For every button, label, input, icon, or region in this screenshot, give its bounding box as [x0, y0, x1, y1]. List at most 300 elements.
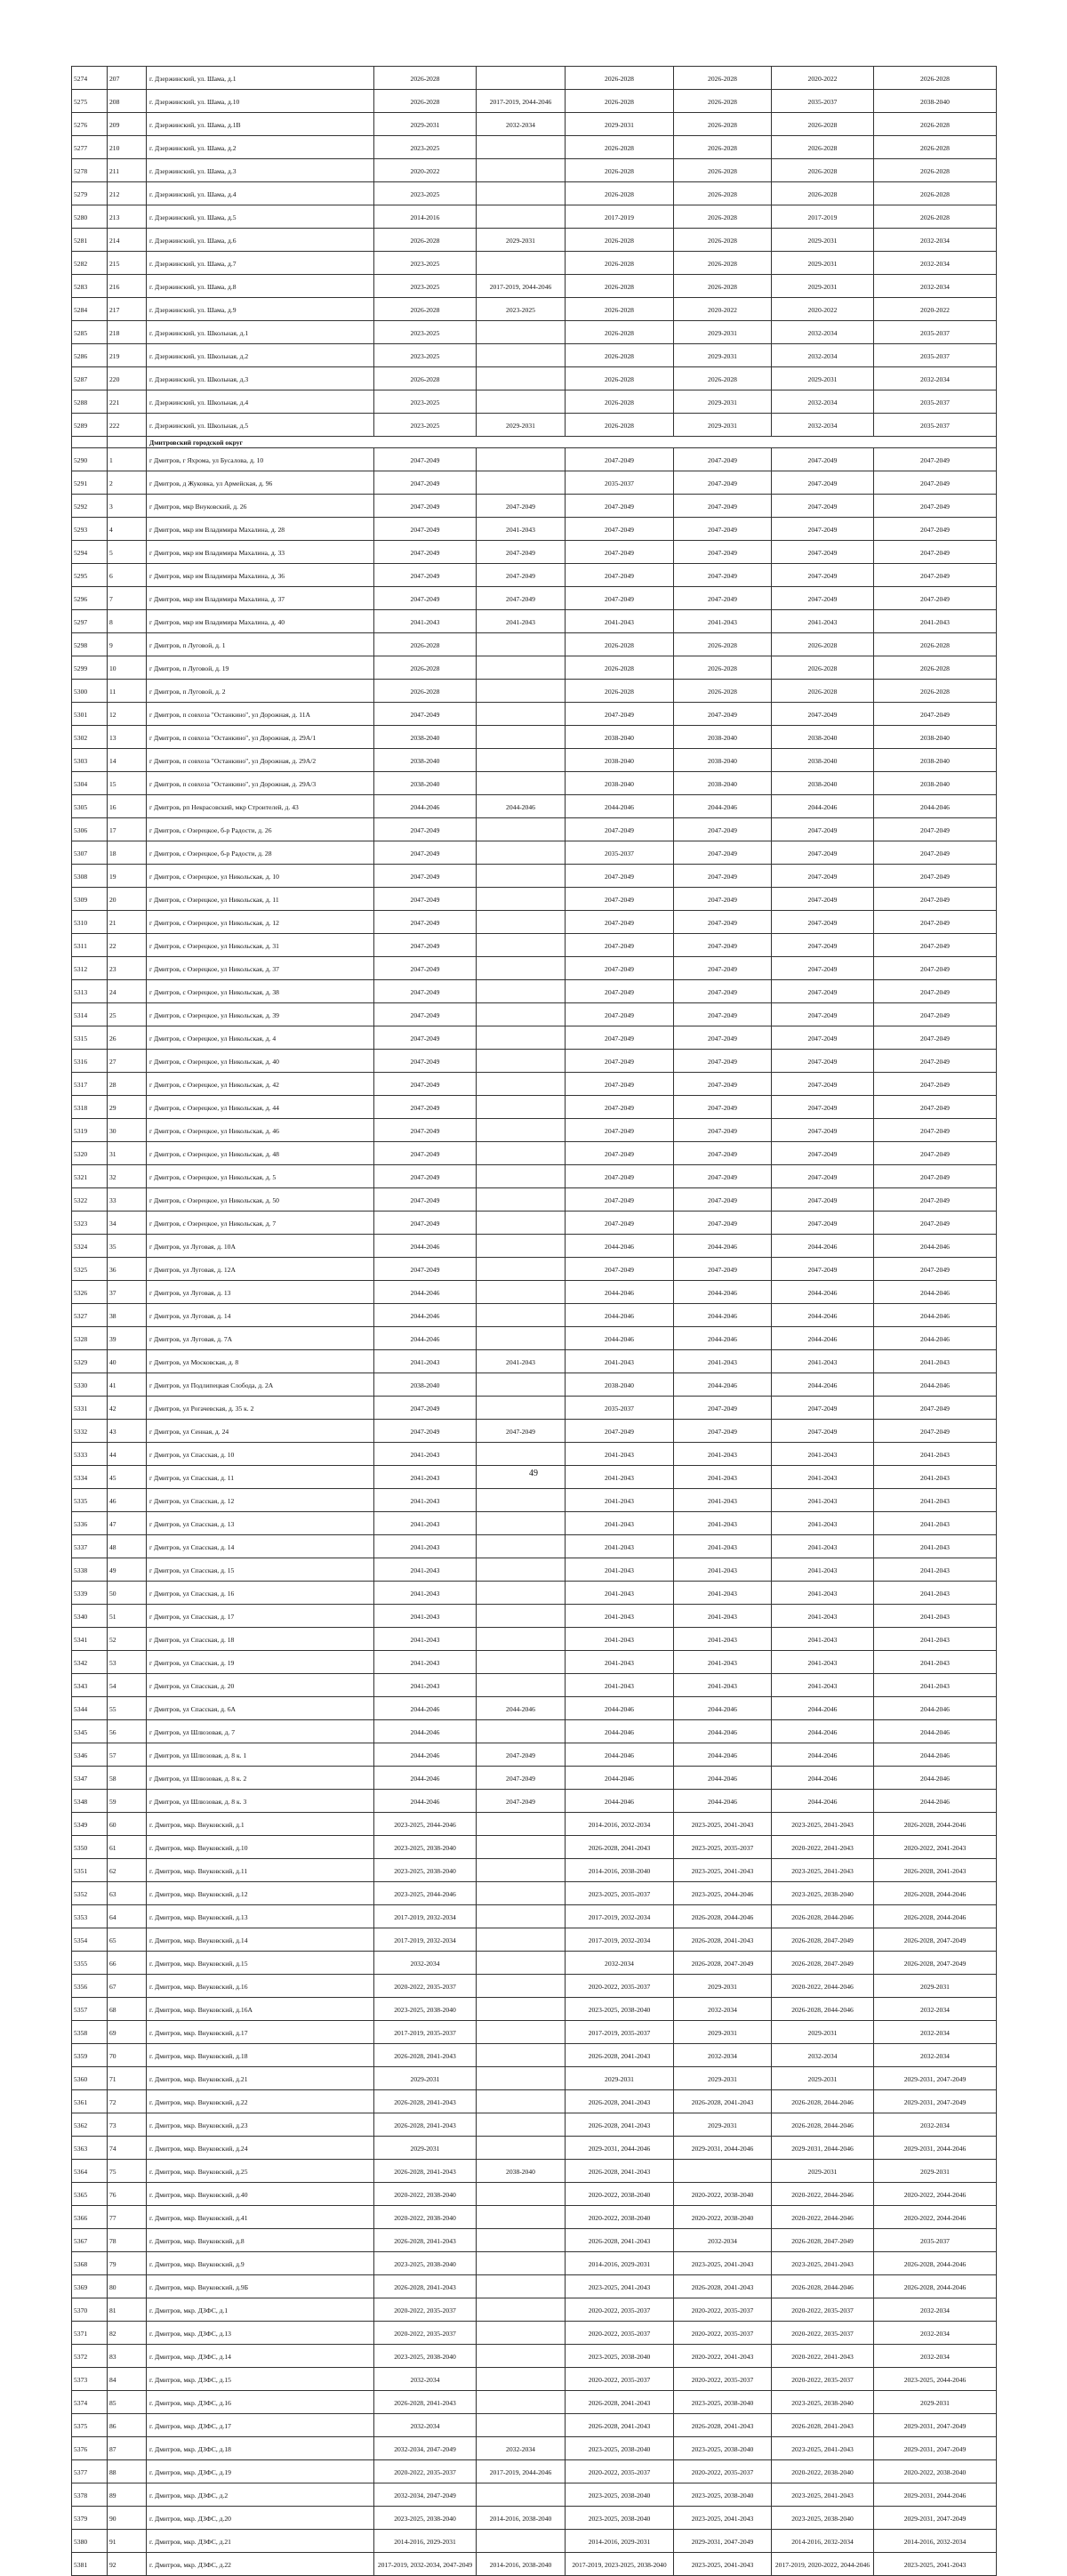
- address-cell: г. Дмитров, мкр. Внуковский, д.21: [147, 2067, 374, 2090]
- period-cell-4: 2041-2043: [674, 1512, 772, 1535]
- period-cell-3: 2023-2025, 2038-2040: [566, 2483, 674, 2507]
- address-cell: г Дмитров, с Озерецкое, ул Никольская, д. 44: [147, 1096, 374, 1119]
- address-cell: г Дмитров, ул Сенная, д. 24: [147, 1420, 374, 1443]
- period-cell-4: 2020-2022: [674, 298, 772, 321]
- period-cell-5: 2029-2031: [772, 252, 874, 275]
- period-cell-3: 2023-2025, 2038-2040: [566, 2507, 674, 2530]
- period-cell-5: 2023-2025, 2041-2043: [772, 1859, 874, 1882]
- period-cell-6: 2026-2028, 2044-2046: [874, 1882, 997, 1905]
- address-cell: г Дмитров, п Луговой, д. 19: [147, 656, 374, 680]
- period-cell-1: 2041-2043: [374, 1674, 477, 1697]
- period-cell-2: 2044-2046: [477, 1697, 566, 1720]
- period-cell-1: 2047-2049: [374, 587, 477, 610]
- period-cell-4: 2044-2046: [674, 1304, 772, 1327]
- item-index: 17: [108, 818, 147, 841]
- row-number: 5312: [72, 957, 108, 980]
- period-cell-4: 2026-2028, 2041-2043: [674, 2090, 772, 2113]
- period-cell-2: 2047-2049: [477, 495, 566, 518]
- period-cell-6: 2035-2037: [874, 414, 997, 437]
- address-cell: г. Дмитров, мкр. ДЗФС, д.15: [147, 2368, 374, 2391]
- period-cell-6: 2032-2034: [874, 2345, 997, 2368]
- table-row: [72, 1350, 997, 1373]
- address-cell: г Дмитров, ул Луговая, д. 13: [147, 1281, 374, 1304]
- item-index: 219: [108, 344, 147, 367]
- item-index: 46: [108, 1489, 147, 1512]
- period-cell-1: 2044-2046: [374, 1281, 477, 1304]
- address-cell: г Дмитров, с Озерецкое, ул Никольская, д. 11: [147, 888, 374, 911]
- period-cell-6: 2029-2031, 2047-2049: [874, 2507, 997, 2530]
- period-cell-6: 2044-2046: [874, 1767, 997, 1790]
- period-cell-3: 2047-2049: [566, 703, 674, 726]
- period-cell-3: 2035-2037: [566, 471, 674, 495]
- period-cell-2: [477, 772, 566, 795]
- period-cell-6: 2047-2049: [874, 541, 997, 564]
- period-cell-3: 2026-2028: [566, 90, 674, 113]
- period-cell-4: 2041-2043: [674, 1466, 772, 1489]
- row-number: 5282: [72, 252, 108, 275]
- item-index: 67: [108, 1975, 147, 1998]
- period-cell-4: 2026-2028: [674, 113, 772, 136]
- page-number: 49: [529, 1469, 538, 1478]
- period-cell-6: 2020-2022, 2044-2046: [874, 2183, 997, 2206]
- period-cell-2: 2041-2043: [477, 610, 566, 633]
- period-cell-3: 2047-2049: [566, 1096, 674, 1119]
- item-index: 216: [108, 275, 147, 298]
- address-cell: г. Дмитров, мкр. ДЗФС, д.20: [147, 2507, 374, 2530]
- item-index: 40: [108, 1350, 147, 1373]
- period-cell-1: 2026-2028: [374, 298, 477, 321]
- period-cell-6: 2020-2022: [874, 298, 997, 321]
- item-index: 23: [108, 957, 147, 980]
- period-cell-5: 2038-2040: [772, 726, 874, 749]
- item-index: 49: [108, 1558, 147, 1582]
- period-cell-5: 2029-2031: [772, 229, 874, 252]
- period-cell-1: 2017-2019, 2035-2037: [374, 2021, 477, 2044]
- period-cell-4: 2044-2046: [674, 795, 772, 818]
- period-cell-4: 2029-2031: [674, 2113, 772, 2137]
- item-index: 86: [108, 2414, 147, 2437]
- period-cell-5: 2035-2037: [772, 90, 874, 113]
- period-cell-6: 2032-2034: [874, 367, 997, 390]
- address-cell: г. Дмитров, мкр. ДЗФС, д.13: [147, 2322, 374, 2345]
- period-cell-1: 2047-2049: [374, 1258, 477, 1281]
- period-cell-6: 2047-2049: [874, 841, 997, 865]
- period-cell-5: 2041-2043: [772, 1651, 874, 1674]
- period-cell-1: 2023-2025, 2038-2040: [374, 1836, 477, 1859]
- item-index: 19: [108, 865, 147, 888]
- period-cell-5: 2014-2016, 2032-2034: [772, 2530, 874, 2553]
- period-cell-6: 2038-2040: [874, 749, 997, 772]
- period-cell-3: 2038-2040: [566, 749, 674, 772]
- address-cell: г. Дзержинский, ул. Школьная, д.5: [147, 414, 374, 437]
- period-cell-3: 2026-2028: [566, 390, 674, 414]
- period-cell-3: 2041-2043: [566, 610, 674, 633]
- period-cell-6: 2044-2046: [874, 1743, 997, 1767]
- period-cell-3: 2026-2028, 2041-2043: [566, 2414, 674, 2437]
- row-number: 5378: [72, 2483, 108, 2507]
- table-row: [72, 2252, 997, 2275]
- table-row: [72, 1119, 997, 1142]
- period-cell-5: 2026-2028: [772, 159, 874, 182]
- period-cell-6: 2026-2028, 2047-2049: [874, 1952, 997, 1975]
- period-cell-4: 2047-2049: [674, 1212, 772, 1235]
- period-cell-2: [477, 1003, 566, 1026]
- address-cell: г Дмитров, п совхоза "Останкино", ул Дорожная, д. 29А/2: [147, 749, 374, 772]
- period-cell-1: 2023-2025: [374, 414, 477, 437]
- period-cell-3: 2023-2025, 2038-2040: [566, 1998, 674, 2021]
- table-row: [72, 888, 997, 911]
- period-cell-4: 2026-2028: [674, 205, 772, 229]
- period-cell-1: 2047-2049: [374, 934, 477, 957]
- period-cell-2: 2023-2025: [477, 298, 566, 321]
- period-cell-6: 2047-2049: [874, 911, 997, 934]
- period-cell-1: 2044-2046: [374, 1327, 477, 1350]
- period-cell-5: 2047-2049: [772, 865, 874, 888]
- period-cell-2: [477, 2483, 566, 2507]
- table-row: [72, 2160, 997, 2183]
- table-row: [72, 2206, 997, 2229]
- row-number: 5316: [72, 1050, 108, 1073]
- row-number: 5307: [72, 841, 108, 865]
- period-cell-2: [477, 2252, 566, 2275]
- row-number: 5351: [72, 1859, 108, 1882]
- period-cell-6: 2029-2031, 2047-2049: [874, 2067, 997, 2090]
- period-cell-6: 2044-2046: [874, 1790, 997, 1813]
- address-cell: г Дмитров, мкр Внуковский, д. 26: [147, 495, 374, 518]
- period-cell-4: 2023-2025, 2041-2043: [674, 1859, 772, 1882]
- address-cell: г. Дзержинский, ул. Шама, д.1: [147, 67, 374, 90]
- period-cell-2: [477, 2021, 566, 2044]
- period-cell-5: 2047-2049: [772, 1096, 874, 1119]
- period-cell-5: 2047-2049: [772, 911, 874, 934]
- address-cell: г. Дмитров, мкр. Внуковский, д.17: [147, 2021, 374, 2044]
- address-cell: г. Дмитров, мкр. Внуковский, д.16: [147, 1975, 374, 1998]
- period-cell-3: 2014-2016, 2029-2031: [566, 2252, 674, 2275]
- table-row: [72, 159, 997, 182]
- item-index: 51: [108, 1605, 147, 1628]
- period-cell-6: 2026-2028, 2044-2046: [874, 2275, 997, 2298]
- period-cell-3: 2041-2043: [566, 1582, 674, 1605]
- period-cell-5: 2032-2034: [772, 2044, 874, 2067]
- period-cell-5: 2041-2043: [772, 1582, 874, 1605]
- table-row: [72, 275, 997, 298]
- table-row: [72, 1558, 997, 1582]
- address-cell: г. Дмитров, мкр. Внуковский, д.16А: [147, 1998, 374, 2021]
- period-cell-3: 2026-2028: [566, 344, 674, 367]
- row-number: 5324: [72, 1235, 108, 1258]
- table-row: [72, 67, 997, 90]
- address-cell: г Дмитров, с Озерецкое, ул Никольская, д. 10: [147, 865, 374, 888]
- period-cell-4: 2047-2049: [674, 1050, 772, 1073]
- period-cell-5: 2047-2049: [772, 841, 874, 865]
- row-number: 5336: [72, 1512, 108, 1535]
- period-cell-6: 2047-2049: [874, 448, 997, 471]
- item-index: 44: [108, 1443, 147, 1466]
- address-cell: г Дмитров, ул Спасская, д. 6А: [147, 1697, 374, 1720]
- item-index: 212: [108, 182, 147, 205]
- period-cell-3: 2044-2046: [566, 1327, 674, 1350]
- item-index: 62: [108, 1859, 147, 1882]
- period-cell-5: 2026-2028, 2044-2046: [772, 2090, 874, 2113]
- item-index: 35: [108, 1235, 147, 1258]
- period-cell-1: 2029-2031: [374, 113, 477, 136]
- item-index: 80: [108, 2275, 147, 2298]
- period-cell-5: 2044-2046: [772, 1767, 874, 1790]
- period-cell-6: 2038-2040: [874, 90, 997, 113]
- item-index: 60: [108, 1813, 147, 1836]
- item-index: 222: [108, 414, 147, 437]
- address-cell: г Дмитров, ул Луговая, д. 10А: [147, 1235, 374, 1258]
- row-number: 5329: [72, 1350, 108, 1373]
- period-cell-5: 2047-2049: [772, 1073, 874, 1096]
- period-cell-2: [477, 2229, 566, 2252]
- period-cell-2: [477, 1050, 566, 1073]
- period-cell-3: 2026-2028: [566, 136, 674, 159]
- address-cell: г Дмитров, ул Московская, д. 8: [147, 1350, 374, 1373]
- period-cell-2: 2047-2049: [477, 1743, 566, 1767]
- row-number: 5359: [72, 2044, 108, 2067]
- item-index: 5: [108, 541, 147, 564]
- period-cell-3: 2026-2028: [566, 633, 674, 656]
- period-cell-3: 2047-2049: [566, 1165, 674, 1188]
- period-cell-3: 2014-2016, 2032-2034: [566, 1813, 674, 1836]
- table-row: [72, 1397, 997, 1420]
- period-cell-1: 2041-2043: [374, 610, 477, 633]
- item-index: 81: [108, 2298, 147, 2322]
- period-cell-1: 2026-2028, 2041-2043: [374, 2090, 477, 2113]
- period-cell-5: 2047-2049: [772, 1050, 874, 1073]
- table-row: [72, 1952, 997, 1975]
- period-cell-5: 2041-2043: [772, 1466, 874, 1489]
- period-cell-3: 2014-2016, 2038-2040: [566, 1859, 674, 1882]
- period-cell-4: 2047-2049: [674, 1119, 772, 1142]
- period-cell-1: 2023-2025, 2038-2040: [374, 2507, 477, 2530]
- table-row: [72, 541, 997, 564]
- address-cell: г Дмитров, ул Луговая, д. 14: [147, 1304, 374, 1327]
- period-cell-4: 2038-2040: [674, 772, 772, 795]
- table-row: [72, 471, 997, 495]
- row-number: 5310: [72, 911, 108, 934]
- address-cell: г Дмитров, ул Спасская, д. 20: [147, 1674, 374, 1697]
- period-cell-3: 2047-2049: [566, 541, 674, 564]
- row-number: 5292: [72, 495, 108, 518]
- period-cell-4: 2038-2040: [674, 726, 772, 749]
- address-cell: г Дмитров, рп Некрасовский, мкр Строителей, д. 43: [147, 795, 374, 818]
- period-cell-2: [477, 1651, 566, 1674]
- table-row: [72, 1165, 997, 1188]
- period-cell-6: 2026-2028, 2047-2049: [874, 1928, 997, 1952]
- period-cell-6: 2035-2037: [874, 321, 997, 344]
- period-cell-3: 2041-2043: [566, 1558, 674, 1582]
- period-cell-4: 2047-2049: [674, 564, 772, 587]
- item-index: 26: [108, 1026, 147, 1050]
- period-cell-6: 2026-2028, 2044-2046: [874, 1905, 997, 1928]
- period-cell-3: 2026-2028: [566, 159, 674, 182]
- row-number: 5323: [72, 1212, 108, 1235]
- period-cell-3: 2026-2028, 2041-2043: [566, 1836, 674, 1859]
- period-cell-3: 2017-2019: [566, 205, 674, 229]
- period-cell-3: 2026-2028: [566, 275, 674, 298]
- period-cell-6: 2047-2049: [874, 957, 997, 980]
- period-cell-4: 2020-2022, 2035-2037: [674, 2368, 772, 2391]
- period-cell-6: 2047-2049: [874, 1420, 997, 1443]
- row-number: 5350: [72, 1836, 108, 1859]
- address-cell: г Дмитров, ул Подлипецкая Слобода, д. 2А: [147, 1373, 374, 1397]
- period-cell-4: 2026-2028: [674, 252, 772, 275]
- address-cell: г Дмитров, ул Спасская, д. 13: [147, 1512, 374, 1535]
- period-cell-1: 2017-2019, 2032-2034, 2047-2049: [374, 2553, 477, 2576]
- item-index: 64: [108, 1905, 147, 1928]
- period-cell-1: 2026-2028, 2041-2043: [374, 2275, 477, 2298]
- item-index: 92: [108, 2553, 147, 2576]
- period-cell-4: 2032-2034: [674, 2229, 772, 2252]
- address-cell: г. Дзержинский, ул. Школьная, д.3: [147, 367, 374, 390]
- table-row: [72, 1489, 997, 1512]
- address-cell: г. Дмитров, мкр. ДЗФС, д.22: [147, 2553, 374, 2576]
- period-cell-5: 2044-2046: [772, 1304, 874, 1327]
- period-cell-2: 2047-2049: [477, 587, 566, 610]
- period-cell-3: 2047-2049: [566, 518, 674, 541]
- period-cell-2: [477, 703, 566, 726]
- table-row: [72, 437, 997, 448]
- period-cell-6: 2047-2049: [874, 1026, 997, 1050]
- period-cell-1: 2023-2025: [374, 136, 477, 159]
- period-cell-3: 2044-2046: [566, 1304, 674, 1327]
- period-cell-2: [477, 2275, 566, 2298]
- period-cell-3: 2047-2049: [566, 495, 674, 518]
- period-cell-6: 2032-2034: [874, 2298, 997, 2322]
- period-cell-5: 2017-2019: [772, 205, 874, 229]
- period-cell-6: 2044-2046: [874, 1697, 997, 1720]
- period-cell-1: 2047-2049: [374, 957, 477, 980]
- period-cell-5: 2047-2049: [772, 934, 874, 957]
- table-row: [72, 1743, 997, 1767]
- row-number: 5295: [72, 564, 108, 587]
- table-row: [72, 2553, 997, 2576]
- row-number: [72, 437, 108, 448]
- table-row: [72, 2137, 997, 2160]
- period-cell-5: 2026-2028, 2047-2049: [772, 1928, 874, 1952]
- row-number: 5285: [72, 321, 108, 344]
- period-cell-4: 2047-2049: [674, 1188, 772, 1212]
- period-cell-3: 2032-2034: [566, 1952, 674, 1975]
- period-cell-4: 2023-2025, 2041-2043: [674, 1813, 772, 1836]
- item-index: 209: [108, 113, 147, 136]
- period-cell-6: 2041-2043: [874, 1443, 997, 1466]
- period-cell-2: [477, 1512, 566, 1535]
- row-number: 5287: [72, 367, 108, 390]
- period-cell-4: 2026-2028, 2041-2043: [674, 1928, 772, 1952]
- period-cell-1: 2041-2043: [374, 1466, 477, 1489]
- period-cell-5: 2044-2046: [772, 1790, 874, 1813]
- row-number: 5293: [72, 518, 108, 541]
- period-cell-2: [477, 2206, 566, 2229]
- period-cell-4: 2026-2028: [674, 275, 772, 298]
- period-cell-3: 2017-2019, 2032-2034: [566, 1928, 674, 1952]
- period-cell-5: 2047-2049: [772, 495, 874, 518]
- period-cell-6: 2023-2025, 2044-2046: [874, 2368, 997, 2391]
- period-cell-3: 2026-2028: [566, 321, 674, 344]
- period-cell-5: 2047-2049: [772, 518, 874, 541]
- address-cell: г. Дмитров, мкр. ДЗФС, д.21: [147, 2530, 374, 2553]
- period-cell-5: 2032-2034: [772, 414, 874, 437]
- period-cell-5: 2023-2025, 2038-2040: [772, 1882, 874, 1905]
- period-cell-5: 2047-2049: [772, 541, 874, 564]
- period-cell-1: 2047-2049: [374, 865, 477, 888]
- period-cell-3: 2047-2049: [566, 1050, 674, 1073]
- address-cell: г Дмитров, мкр им Владимира Махалина, д. 37: [147, 587, 374, 610]
- table-row: [72, 1142, 997, 1165]
- item-index: 71: [108, 2067, 147, 2090]
- period-cell-3: 2023-2025, 2038-2040: [566, 2345, 674, 2368]
- period-cell-6: 2041-2043: [874, 1512, 997, 1535]
- address-cell: г Дмитров, с Озерецкое, ул Никольская, д. 7: [147, 1212, 374, 1235]
- period-cell-1: 2026-2028: [374, 633, 477, 656]
- period-cell-5: 2032-2034: [772, 390, 874, 414]
- period-cell-1: 2047-2049: [374, 703, 477, 726]
- period-cell-5: 2041-2043: [772, 1674, 874, 1697]
- period-cell-5: 2044-2046: [772, 1743, 874, 1767]
- period-cell-2: [477, 1026, 566, 1050]
- period-cell-2: [477, 1836, 566, 1859]
- period-cell-4: 2026-2028, 2041-2043: [674, 2275, 772, 2298]
- period-cell-3: 2047-2049: [566, 1073, 674, 1096]
- period-cell-3: 2026-2028, 2041-2043: [566, 2160, 674, 2183]
- period-cell-2: [477, 749, 566, 772]
- period-cell-1: 2047-2049: [374, 1119, 477, 1142]
- period-cell-1: 2032-2034, 2047-2049: [374, 2437, 477, 2460]
- period-cell-5: 2047-2049: [772, 587, 874, 610]
- row-number: 5303: [72, 749, 108, 772]
- period-cell-2: [477, 841, 566, 865]
- row-number: 5299: [72, 656, 108, 680]
- table-row: [72, 726, 997, 749]
- period-cell-6: 2035-2037: [874, 344, 997, 367]
- period-cell-6: 2029-2031, 2044-2046: [874, 2137, 997, 2160]
- period-cell-4: 2041-2043: [674, 1443, 772, 1466]
- period-cell-2: [477, 252, 566, 275]
- table-row: [72, 980, 997, 1003]
- period-cell-3: 2041-2043: [566, 1443, 674, 1466]
- period-cell-2: 2047-2049: [477, 1790, 566, 1813]
- period-cell-3: 2041-2043: [566, 1350, 674, 1373]
- period-cell-3: 2047-2049: [566, 1026, 674, 1050]
- period-cell-1: 2047-2049: [374, 1212, 477, 1235]
- table-row: [72, 2460, 997, 2483]
- period-cell-3: 2017-2019, 2032-2034: [566, 1905, 674, 1928]
- period-cell-6: 2044-2046: [874, 1304, 997, 1327]
- period-cell-6: 2047-2049: [874, 1188, 997, 1212]
- period-cell-4: 2047-2049: [674, 1258, 772, 1281]
- period-cell-6: 2032-2034: [874, 2021, 997, 2044]
- period-cell-3: 2026-2028, 2041-2043: [566, 2090, 674, 2113]
- row-number: 5361: [72, 2090, 108, 2113]
- period-cell-1: 2044-2046: [374, 1767, 477, 1790]
- period-cell-2: [477, 321, 566, 344]
- period-cell-4: 2023-2025, 2038-2040: [674, 2483, 772, 2507]
- period-cell-2: [477, 471, 566, 495]
- item-index: 88: [108, 2460, 147, 2483]
- period-cell-4: 2044-2046: [674, 1697, 772, 1720]
- address-cell: г. Дмитров, мкр. Внуковский, д.14: [147, 1928, 374, 1952]
- period-cell-5: 2041-2043: [772, 1512, 874, 1535]
- period-cell-5: 2023-2025, 2041-2043: [772, 1813, 874, 1836]
- period-cell-6: 2029-2031, 2044-2046: [874, 2483, 997, 2507]
- period-cell-5: 2020-2022, 2044-2046: [772, 2183, 874, 2206]
- period-cell-1: 2047-2049: [374, 888, 477, 911]
- period-cell-1: 2020-2022, 2035-2037: [374, 1975, 477, 1998]
- period-cell-4: 2041-2043: [674, 1651, 772, 1674]
